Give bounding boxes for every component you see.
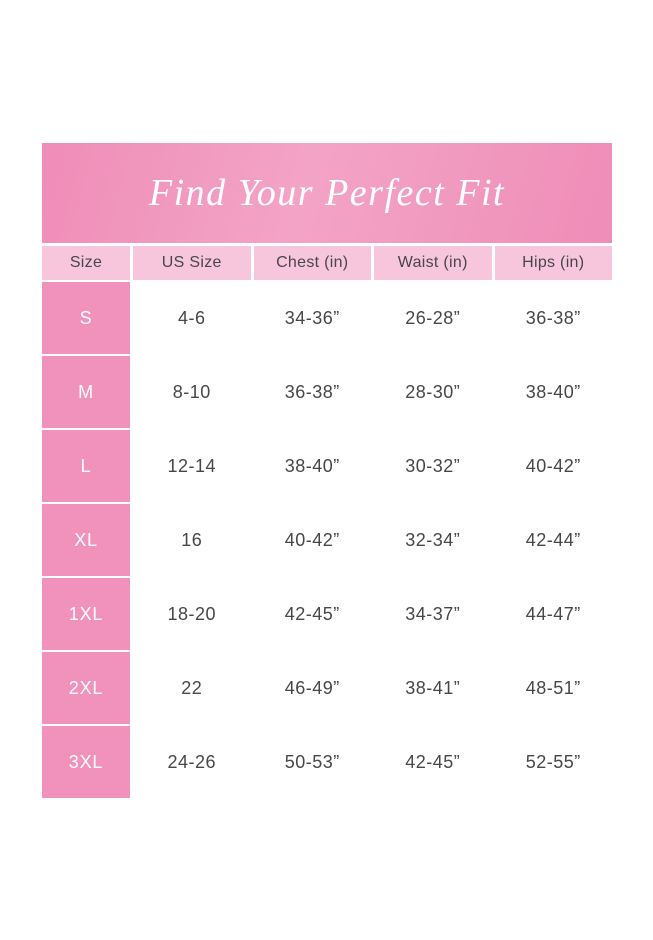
waist-cell: 38-41”: [374, 652, 492, 724]
us-size-cell: 16: [133, 504, 251, 576]
waist-cell: 42-45”: [374, 726, 492, 798]
chest-cell: 38-40”: [254, 430, 372, 502]
size-label-cell: 2XL: [42, 652, 130, 724]
column-header-us-size: US Size: [133, 246, 251, 280]
chest-cell: 50-53”: [254, 726, 372, 798]
chest-cell: 36-38”: [254, 356, 372, 428]
waist-cell: 34-37”: [374, 578, 492, 650]
us-size-cell: 12-14: [133, 430, 251, 502]
column-header-chest: Chest (in): [254, 246, 372, 280]
waist-cell: 26-28”: [374, 282, 492, 354]
hips-cell: 42-44”: [495, 504, 613, 576]
size-chart-banner: [42, 143, 612, 243]
hips-cell: 36-38”: [495, 282, 613, 354]
us-size-cell: 24-26: [133, 726, 251, 798]
column-header-waist: Waist (in): [374, 246, 492, 280]
hips-cell: 52-55”: [495, 726, 613, 798]
chest-cell: 34-36”: [254, 282, 372, 354]
column-header-hips: Hips (in): [495, 246, 613, 280]
size-label-cell: L: [42, 430, 130, 502]
size-label-cell: S: [42, 282, 130, 354]
us-size-cell: 4-6: [133, 282, 251, 354]
us-size-cell: 22: [133, 652, 251, 724]
column-header-size: Size: [42, 246, 130, 280]
chest-cell: 42-45”: [254, 578, 372, 650]
hips-cell: 44-47”: [495, 578, 613, 650]
size-chart: [42, 143, 612, 798]
size-label-cell: 3XL: [42, 726, 130, 798]
waist-cell: 28-30”: [374, 356, 492, 428]
size-label-cell: M: [42, 356, 130, 428]
us-size-cell: 18-20: [133, 578, 251, 650]
waist-cell: 30-32”: [374, 430, 492, 502]
waist-cell: 32-34”: [374, 504, 492, 576]
size-label-cell: 1XL: [42, 578, 130, 650]
chest-cell: 40-42”: [254, 504, 372, 576]
chart-title: Find Your Perfect Fit: [148, 172, 506, 214]
hips-cell: 38-40”: [495, 356, 613, 428]
size-label-cell: XL: [42, 504, 130, 576]
us-size-cell: 8-10: [133, 356, 251, 428]
hips-cell: 40-42”: [495, 430, 613, 502]
size-table: [42, 246, 612, 798]
chest-cell: 46-49”: [254, 652, 372, 724]
hips-cell: 48-51”: [495, 652, 613, 724]
